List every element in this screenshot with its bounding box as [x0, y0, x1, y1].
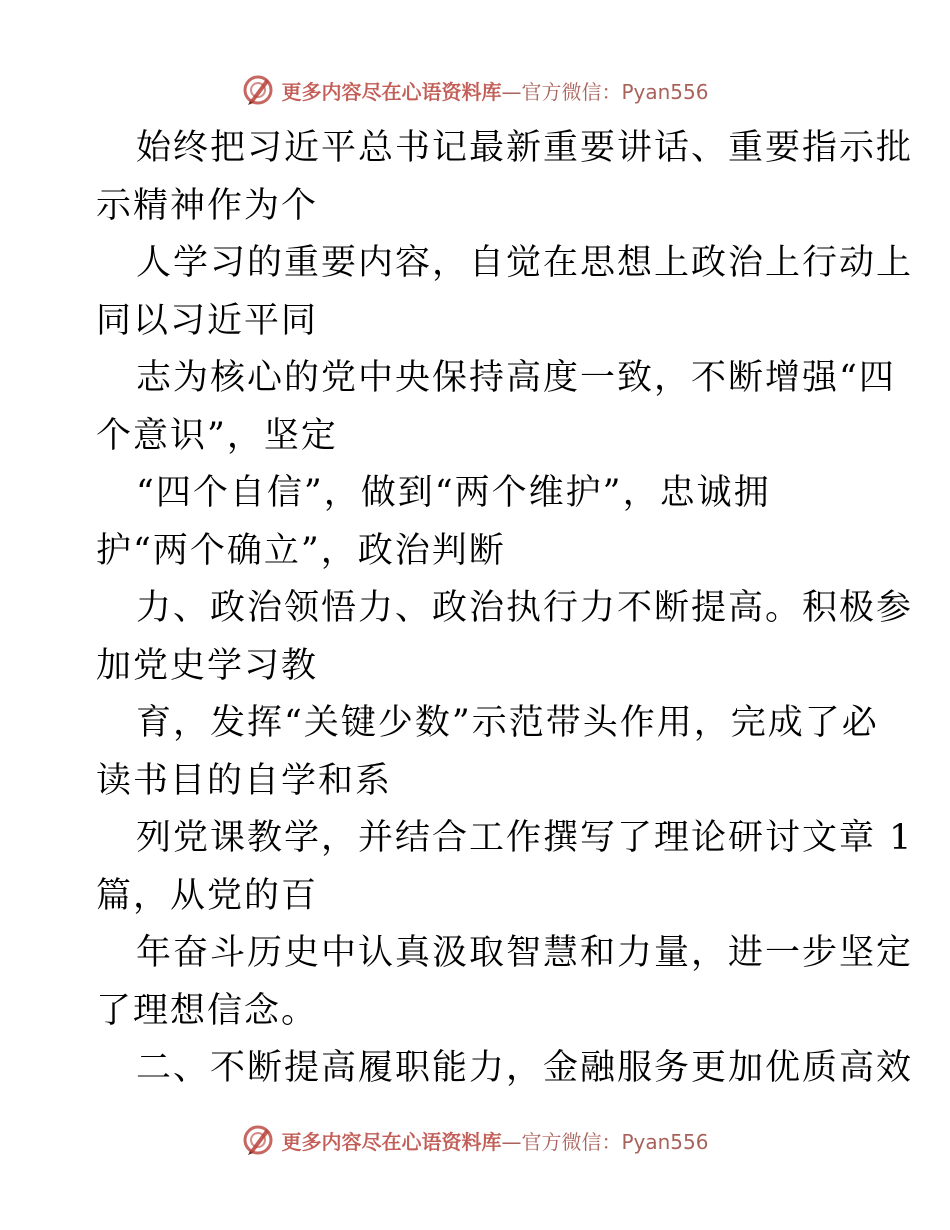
text-line: 列党课教学，并结合工作撰写了理论研讨文章 1	[136, 818, 914, 858]
pen-circle-logo-icon	[241, 73, 275, 107]
text-line: 示精神作为个	[96, 185, 319, 226]
watermark-contact: —官方微信：Pyan556	[501, 1129, 709, 1154]
text-line: 同以习近平同	[96, 300, 319, 341]
text-line: 人学习的重要内容，自觉在思想上政治上行动上	[136, 243, 914, 283]
text-line: 年奋斗历史中认真汲取智慧和力量，进一步坚定	[136, 933, 914, 973]
text-line: 加党史学习教	[96, 645, 319, 686]
watermark-text	[281, 76, 708, 105]
text-line: 篇，从党的百	[96, 875, 319, 916]
text-line: 护“两个确立”，政治判断	[96, 530, 506, 571]
text-line: 了理想信念。	[96, 990, 319, 1031]
pen-circle-logo-icon	[241, 1123, 275, 1157]
text-line: 个意识”，坚定	[96, 415, 338, 456]
page-header-watermark	[0, 70, 950, 110]
text-line: 二、不断提高履职能力，金融服务更加优质高效	[136, 1048, 914, 1088]
watermark-brand: 更多内容尽在心语资料库	[281, 1129, 502, 1154]
text-line: 始终把习近平总书记最新重要讲话、重要指示批	[136, 128, 914, 168]
watermark-brand: 更多内容尽在心语资料库	[281, 79, 502, 104]
text-line: 读书目的自学和系	[96, 760, 393, 801]
text-line: 力、政治领悟力、政治执行力不断提高。积极参	[136, 588, 914, 628]
text-line: “四个自信”，做到“两个维护”，忠诚拥	[136, 473, 771, 513]
text-line: 志为核心的党中央保持高度一致，不断增强“四	[136, 358, 896, 398]
watermark-text	[281, 1126, 708, 1155]
text-line: 育，发挥“关键少数”示范带头作用，完成了必	[136, 703, 879, 743]
page-footer-watermark	[0, 1120, 950, 1160]
document-body	[96, 120, 914, 1098]
watermark-contact: —官方微信：Pyan556	[501, 79, 709, 104]
